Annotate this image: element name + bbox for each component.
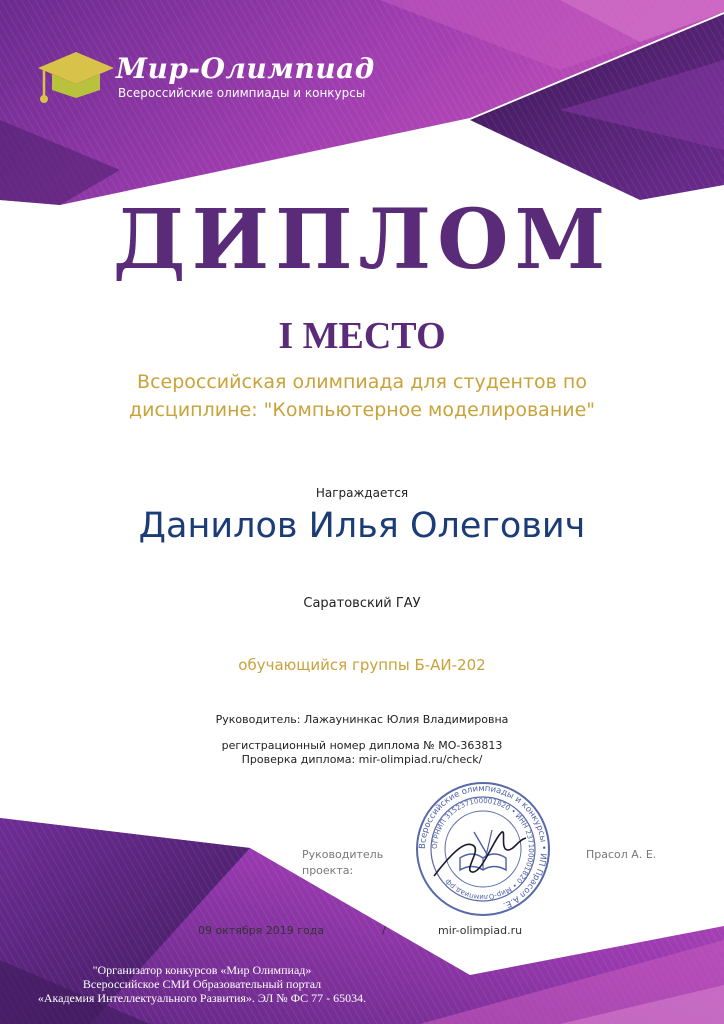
date-separator: /: [382, 924, 386, 937]
stamp-outer-text: Всероссийские олимпиады и конкурсы • ИП Прасол А.Е.: [417, 783, 549, 911]
student-group: обучающийся группы Б-АИ-202: [238, 656, 486, 674]
signature-scribble: [434, 832, 526, 876]
event-line-2: дисциплине: "Компьютерное моделирование": [128, 399, 596, 421]
diploma-title: ДИПЛОМ: [112, 192, 612, 288]
stamp-inner-text: ОГРНИП 315237100001820 • ИНН 237100001820 • Мир-Олимпиад.рф: [430, 796, 536, 902]
signer-name: Прасол А. Е.: [586, 848, 657, 861]
awarded-label: Награждается: [315, 486, 409, 500]
event-title: [60, 368, 664, 424]
recipient-name: Данилов Илья Олегович: [138, 506, 586, 546]
footer-organizer: [0, 963, 404, 1005]
verification-line: Проверка диплома: mir-olimpiad.ru/check/: [241, 753, 483, 766]
event-line-1: Всероссийская олимпиада для студентов по: [137, 371, 587, 393]
website-link[interactable]: mir-olimpiad.ru: [438, 924, 523, 937]
issue-date: 09 октября 2019 года: [198, 924, 325, 937]
organization-name: Саратовский ГАУ: [303, 596, 421, 611]
registration-number: регистрационный номер диплома № МО-363813: [221, 739, 503, 752]
graduation-cap-icon: [34, 42, 116, 110]
project-head-label: Руководитель проекта:: [302, 848, 384, 877]
logo-subtitle: Всероссийские олимпиады и конкурсы: [118, 86, 366, 100]
svg-text:ОГРНИП 315237100001820 • ИНН 2: [431, 797, 535, 901]
footer-line-1: "Организатор конкурсов «Мир Олимпиад»: [92, 963, 312, 977]
logo-title: Мир-Олимпиад: [116, 52, 375, 85]
official-stamp: [414, 780, 552, 918]
footer-line-3: «Академия Интеллектуального Развития». ЭЛ № ФС 77 - 65034.: [37, 991, 367, 1005]
footer-line-2: Всероссийское СМИ Образовательный портал: [82, 977, 322, 991]
place-label: I МЕСТО: [278, 315, 446, 357]
mentor-line: Руководитель: Лажаунинкас Юлия Владимировна: [215, 713, 509, 726]
